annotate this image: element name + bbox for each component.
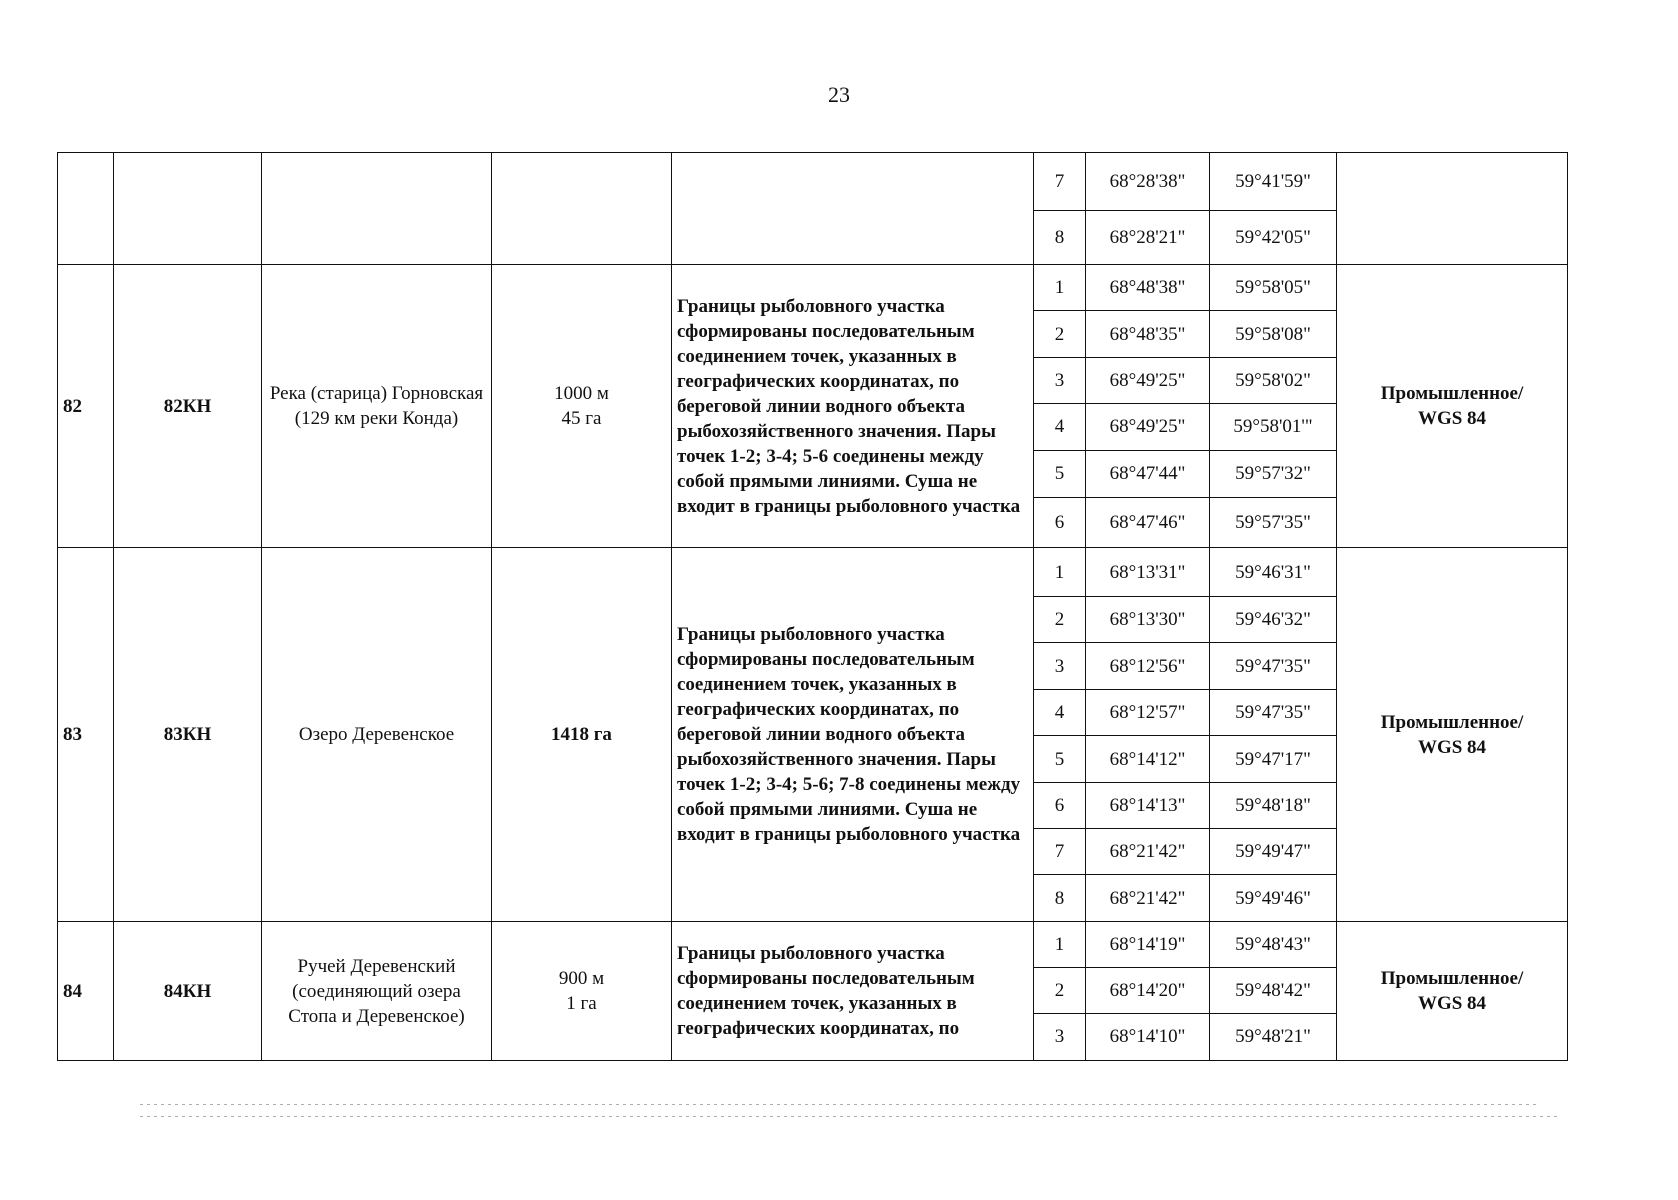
area-size: 1000 м 45 га — [492, 265, 672, 548]
point-number: 1 — [1034, 265, 1086, 311]
point-number: 2 — [1034, 311, 1086, 358]
point-number: 3 — [1034, 358, 1086, 404]
longitude: 59°58'02" — [1210, 358, 1337, 404]
longitude: 59°49'46" — [1210, 875, 1337, 922]
point-number: 5 — [1034, 736, 1086, 783]
latitude: 68°13'31" — [1086, 548, 1210, 597]
point-number: 7 — [1034, 829, 1086, 875]
longitude: 59°47'35" — [1210, 643, 1337, 690]
fishery-type: Промышленное/ WGS 84 — [1337, 548, 1568, 922]
longitude: 59°41'59" — [1210, 153, 1337, 211]
latitude: 68°48'38" — [1086, 265, 1210, 311]
boundary-description: Границы рыболовного участка сформированы последовательным соединением точек, указанных в географических координатах, по береговой линии водного объекта рыбохозяйственного значения. Пары точек 1-2; 3-4; 5-6 соединены между собой прямыми линиями. Суша не входит в границы рыболовного участка — [672, 265, 1034, 548]
latitude: 68°21'42" — [1086, 829, 1210, 875]
point-number: 6 — [1034, 497, 1086, 547]
latitude: 68°14'12" — [1086, 736, 1210, 783]
latitude: 68°49'25" — [1086, 358, 1210, 404]
area-code: 82КН — [114, 265, 262, 548]
boundary-description: Границы рыболовного участка сформированы последовательным соединением точек, указанных в географических координатах, по — [672, 922, 1034, 1061]
latitude: 68°14'10" — [1086, 1013, 1210, 1060]
area-code — [114, 153, 262, 265]
table-body — [58, 153, 1568, 1061]
longitude: 59°46'31" — [1210, 548, 1337, 597]
longitude: 59°57'35" — [1210, 497, 1337, 547]
fishery-type — [1337, 153, 1568, 265]
boundary-description: Границы рыболовного участка сформированы последовательным соединением точек, указанных в географических координатах, по береговой линии водного объекта рыбохозяйственного значения. Пары точек 1-2; 3-4; 5-6; 7-8 соединены между собой прямыми линиями. Суша не входит в границы рыболовного участка — [672, 548, 1034, 922]
table-row — [58, 265, 1568, 311]
fishery-type: Промышленное/ WGS 84 — [1337, 265, 1568, 548]
longitude: 59°49'47" — [1210, 829, 1337, 875]
table-row — [58, 548, 1568, 597]
longitude: 59°48'42" — [1210, 967, 1337, 1013]
table-row — [58, 922, 1568, 968]
latitude: 68°12'57" — [1086, 690, 1210, 736]
latitude: 68°49'25" — [1086, 403, 1210, 450]
point-number: 5 — [1034, 450, 1086, 497]
longitude: 59°46'32" — [1210, 597, 1337, 643]
longitude: 59°48'18" — [1210, 783, 1337, 829]
water-body-name — [262, 153, 492, 265]
point-number: 3 — [1034, 643, 1086, 690]
water-body-name: Река (старица) Горновская (129 км реки Конда) — [262, 265, 492, 548]
latitude: 68°48'35" — [1086, 311, 1210, 358]
point-number: 2 — [1034, 597, 1086, 643]
boundary-description — [672, 153, 1034, 265]
longitude: 59°47'35" — [1210, 690, 1337, 736]
latitude: 68°28'21" — [1086, 210, 1210, 264]
latitude: 68°47'46" — [1086, 497, 1210, 547]
point-number: 3 — [1034, 1013, 1086, 1060]
point-number: 1 — [1034, 922, 1086, 968]
point-number: 8 — [1034, 210, 1086, 264]
longitude: 59°48'43" — [1210, 922, 1337, 968]
table-row — [58, 153, 1568, 211]
point-number: 7 — [1034, 153, 1086, 211]
point-number: 4 — [1034, 690, 1086, 736]
row-number: 84 — [58, 922, 114, 1061]
point-number: 2 — [1034, 967, 1086, 1013]
latitude: 68°21'42" — [1086, 875, 1210, 922]
latitude: 68°47'44" — [1086, 450, 1210, 497]
longitude: 59°58'05" — [1210, 265, 1337, 311]
scan-noise-line — [140, 1104, 1540, 1105]
latitude: 68°12'56" — [1086, 643, 1210, 690]
point-number: 1 — [1034, 548, 1086, 597]
fishery-type: Промышленное/ WGS 84 — [1337, 922, 1568, 1061]
row-number: 83 — [58, 548, 114, 922]
point-number: 8 — [1034, 875, 1086, 922]
row-number: 82 — [58, 265, 114, 548]
row-number — [58, 153, 114, 265]
area-code: 83КН — [114, 548, 262, 922]
latitude: 68°14'13" — [1086, 783, 1210, 829]
point-number: 6 — [1034, 783, 1086, 829]
point-number: 4 — [1034, 403, 1086, 450]
fishing-areas-table — [57, 152, 1568, 1061]
area-code: 84КН — [114, 922, 262, 1061]
longitude: 59°58'08" — [1210, 311, 1337, 358]
page-number: 23 — [828, 82, 850, 107]
water-body-name: Ручей Деревенский (соединяющий озера Стопа и Деревенское) — [262, 922, 492, 1061]
longitude: 59°48'21" — [1210, 1013, 1337, 1060]
area-size — [492, 153, 672, 265]
area-size: 1418 га — [492, 548, 672, 922]
longitude: 59°57'32" — [1210, 450, 1337, 497]
water-body-name: Озеро Деревенское — [262, 548, 492, 922]
latitude: 68°14'20" — [1086, 967, 1210, 1013]
latitude: 68°14'19" — [1086, 922, 1210, 968]
longitude: 59°42'05" — [1210, 210, 1337, 264]
area-size: 900 м 1 га — [492, 922, 672, 1061]
longitude: 59°58'01'" — [1210, 403, 1337, 450]
latitude: 68°28'38" — [1086, 153, 1210, 211]
scan-noise-line — [140, 1116, 1560, 1117]
longitude: 59°47'17" — [1210, 736, 1337, 783]
latitude: 68°13'30" — [1086, 597, 1210, 643]
